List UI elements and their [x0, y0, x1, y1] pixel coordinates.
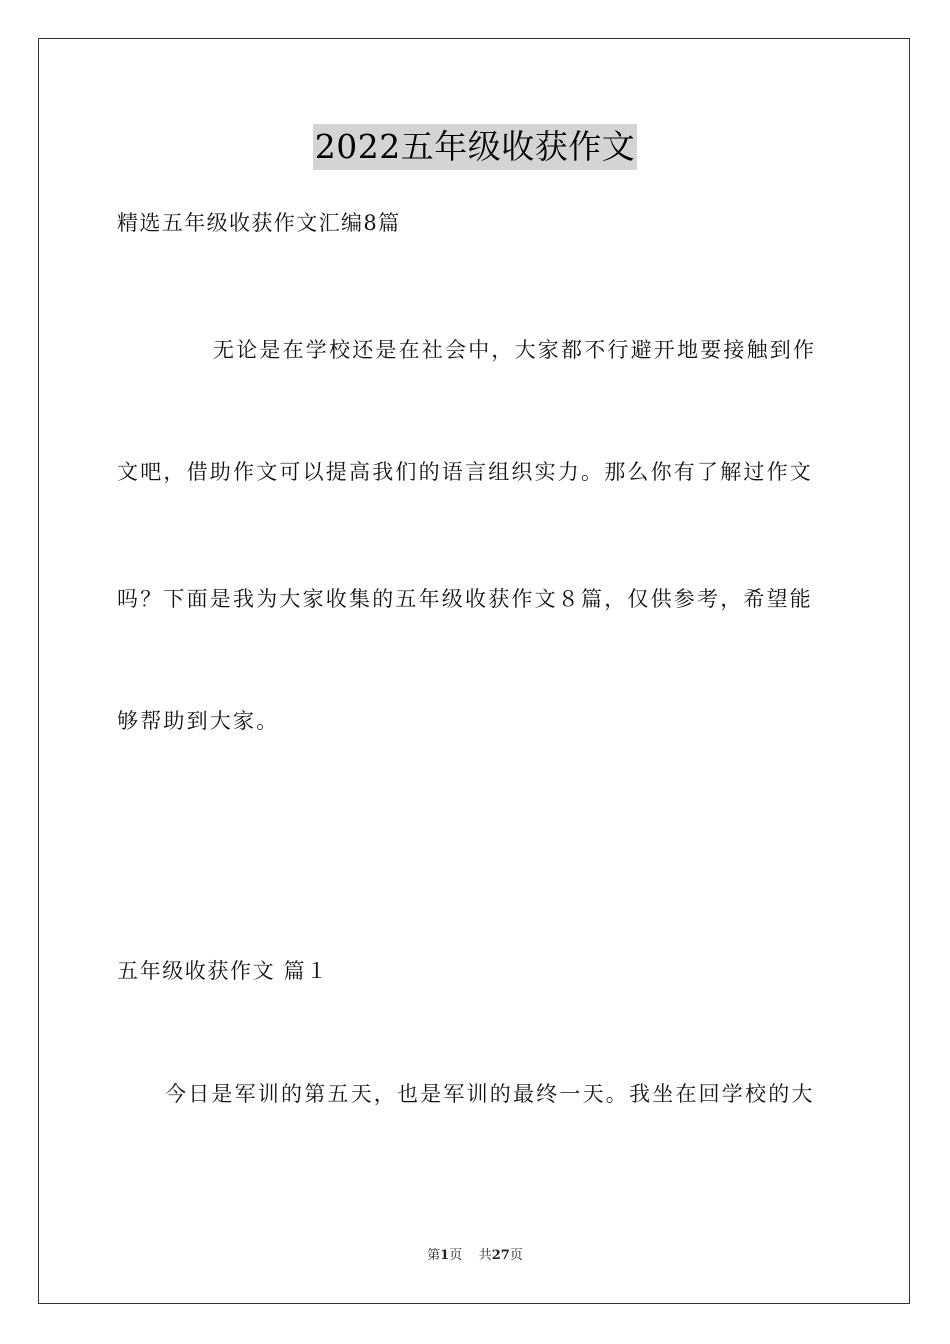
intro-line-3: 吗？下面是我为大家收集的五年级收获作文８篇，仅供参考，希望能	[117, 587, 813, 611]
intro-line-1: 无论是在学校还是在社会中，大家都不行避开地要接触到作	[213, 338, 817, 362]
section-heading: 五年级收获作文 篇１	[117, 959, 329, 983]
footer-total-suffix: 页	[509, 1248, 523, 1263]
footer-page-suffix: 页	[449, 1248, 463, 1263]
intro-line-2: 文吧，借助作文可以提高我们的语言组织实力。那么你有了解过作文	[117, 460, 813, 484]
footer-total-prefix: 共	[478, 1248, 492, 1263]
document-title: 2022五年级收获作文	[313, 124, 637, 170]
footer-page-number: 1	[440, 1248, 450, 1263]
footer-page-prefix: 第	[427, 1248, 441, 1263]
intro-line-4: 够帮助到大家。	[117, 709, 280, 733]
document-subtitle: 精选五年级收获作文汇编8篇	[117, 211, 401, 235]
title-container	[0, 124, 950, 170]
footer-total-pages: 27	[491, 1248, 510, 1263]
section-line-1: 今日是军训的第五天，也是军训的最终一天。我坐在回学校的大	[165, 1082, 815, 1106]
page-footer	[0, 1246, 950, 1266]
